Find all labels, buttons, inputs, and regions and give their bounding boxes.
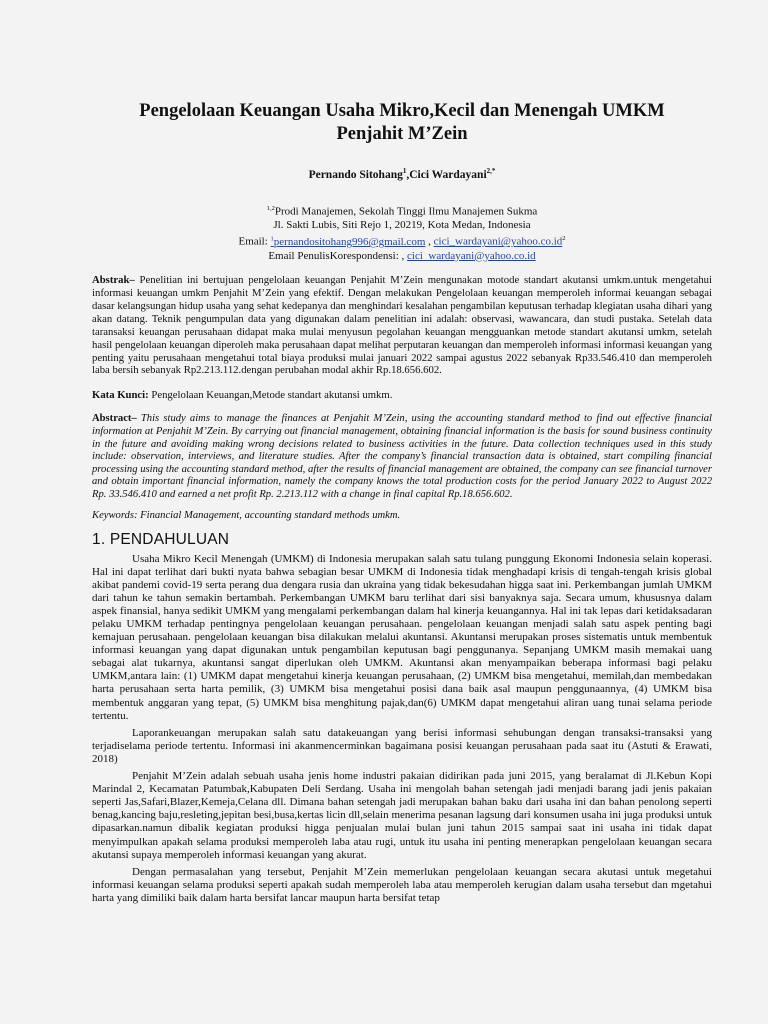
email-label: Email: xyxy=(238,236,271,249)
body-paragraph: Dengan permasalahan yang tersebut, Penjahit M’Zein memerlukan pengelolaan keuangan secara akutasi untuk megetahui informasi keuangan selama produksi seperti apakah sudah memperoleh laba atau memperoleh kerugian dalam usaha tersebut dan mgetahui harta yang dimiliki baik dalam harta bersifat lancar maupun harta bersifat tetap xyxy=(92,865,712,904)
corresponding-label: Email PenulisKorespondensi: , xyxy=(268,249,408,262)
affiliation-emails xyxy=(92,232,712,249)
author-list xyxy=(92,167,712,181)
keywords-indonesian xyxy=(92,389,712,402)
affiliation-line-1 xyxy=(92,202,712,219)
email-separator: , xyxy=(425,236,434,249)
keywords-id-text: Pengelolaan Keuangan,Metode standart akutansi umkm. xyxy=(148,389,393,402)
author-1-sup: 1 xyxy=(402,167,407,175)
keywords-english: Keywords: Financial Management, accounting standard methods umkm. xyxy=(92,509,401,521)
section-heading: 1. PENDAHULUAN xyxy=(92,530,230,548)
abstract-english xyxy=(92,413,712,501)
title-line-1: Pengelolaan Keuangan Usaha Mikro,Kecil dan Menengah UMKM xyxy=(139,101,665,121)
corresponding-email-link[interactable]: cici_wardayani@yahoo.co.id xyxy=(407,249,536,262)
author-1: Pernando Sitohang xyxy=(308,168,403,181)
corresponding-email xyxy=(92,250,712,264)
email-2-sup: 2 xyxy=(562,235,566,243)
author-2: Cici Wardayani xyxy=(409,168,487,181)
keywords-id-label: Kata Kunci: xyxy=(92,389,149,402)
affiliation-sup: 1,2 xyxy=(266,204,275,212)
abstract-indonesian xyxy=(92,274,712,377)
abstract-id-text: Penelitian ini bertujuan pengelolaan keuangan Penjahit M’Zein mengunakan motode standart akutansi umkm.untuk mengetahui informasi keuangan umkm Penjahit M’Zein yang efektif. Dengan melakukan Pengelolaan keuangan memperoleh informai keuangan sebagai dasar kelangsungan hidup usaha yang sehat kedepanya dan menghindari kesalahan pengambilan keputusan terhadap klegiatan usaha dihari yang akan datang. Teknik pengumpulan data yang digunakan dalam penelitian ini adalah: observasi, wawancara, dan studi pustaka. Setelah data taransaksi keuangan perusahaan didapat maka mulai menyusun pegolahan keuangan mengguankan metode standart akutansi umkm, setelah hasil pengelolaan keuangan diperoleh maka perusahaan dapat melihat perputaran keuangan dan memperoleh informasi informasi keuangan yang penting yaitu perusahaan mengetahui total biaya produksi mulai januari 2022 sampai agustus 2022 sebanyak Rp33.546.410 dan memperoleh laba bersih sebanyak Rp2.213.112.dengan perubahan modal akhir Rp.18.656.602. xyxy=(92,274,712,377)
abstract-id-label: Abstrak– xyxy=(92,274,135,287)
paper-title xyxy=(92,100,712,146)
affiliation-institution: Prodi Manajemen, Sekolah Tinggi Ilmu Manajemen Sukma xyxy=(274,205,538,218)
abstract-en-text: This study aims to manage the finances at Penjahit M’Zein, using the accounting standard method to find out effective financial information at Penjahit M’Zein. By carrying out financial management, obtaining financial information is the basis for sound business continuity in the future and avoiding making wrong decisions related to business activities in the future. Data collection techniques used in this study include: observation, interviews, and literature studies. After the company’s financial transaction data is obtained, start compiling financial processing using the accounting standard method, after the results of financial management are obtained, the company can see financial turnover and obtain important financial information, namely the company knows the total production costs for the period January 2022 to August 2022 Rp. 33.546.410 and earned a net profit Rp. 2.213.112 with a change in final capital Rp.18.656.602. xyxy=(92,413,712,500)
author-2-sup: 2,* xyxy=(486,167,496,175)
affiliation-address: Jl. Sakti Lubis, Siti Rejo 1, 20219, Kota Medan, Indonesia xyxy=(273,218,531,231)
email-link-2[interactable]: cici_wardayani@yahoo.co.id xyxy=(433,236,563,249)
abstract-en-label: Abstract– xyxy=(92,413,137,425)
author-separator: , xyxy=(406,168,410,181)
affiliation-block xyxy=(92,202,712,263)
body-paragraph: Usaha Mikro Kecil Menengah (UMKM) di Indonesia merupakan salah satu tulang punggung Ekonomi Indonesia selain koperasi. Hal ini dapat terlihat dari bukti nyata bahwa sebagian besar UMKM di Indonesia tidak menghadapi krisis di tengah-tengah krisis global akibat pandemi covid-19 serta perang dua dengara rusia dan ukraina yang tidak bekesudahan higga saat ini. Perkembangan jumlah UMKM dari tahun ke tahun semakin bertambah. Perkembangan UMKM baru terlihat dari sisi banyaknya saja. Secara umum, khususnya dalam aspek finansial, hanya sedikit UMKM yang mengalami perkembangan dalam hal kinerja keuangannya. Hal ini tak lepas dari ketidaksadaran pelaku UMKM terhadap pentingnya pengelolaan keuangan perusahaan. pengelolaan keuangan menjadi salah satu aspek penting bagi kemajuan perusahaan. pengelolaan keuangan bisa dilakukan melalui akuntansi. Akuntansi merupakan proses sistematis untuk membentuk informasi keuangan yang dapat digunakan untuk pengambilan keputusan bagi penggunanya. Sepanjang UMKM masih memakai uang sebagai alat tukarnya, akuntansi sangat diperlukan oleh UMKM. Akuntansi akan menyampaikan beberapa informasi bagi pelaku UMKM,antara lain: (1) UMKM dapat mengetahui kinerja keuangan perusahaan, (2) UMKM bisa mengetahui, memilah,dan membedakan harta perusahaan serta harta pemilik, (3) UMKM bisa mengetahui posisi dana baik asal maupun penggunaannya, (4) UMKM bisa membentuk anggaran yang tepat, (5) UMKM bisa menghitung pajak,dan(6) UMKM dapat mengetahui aliran uang tunai selama periode tertentu. xyxy=(92,552,712,722)
body-paragraph: Laporankeuangan merupakan salah satu datakeuangan yang berisi informasi sehubungan dengan transaksi-transaksi yang terjadiselama periode tertentu. Informasi ini akanmencerminkan bagaimana posisi keuangan perusahaan pada saat itu (Astuti & Erawati, 2018) xyxy=(92,726,712,765)
section-body xyxy=(92,553,712,905)
email-1-sup: 1 xyxy=(270,235,274,243)
email-link-1[interactable] xyxy=(271,236,426,248)
body-paragraph: Penjahit M’Zein adalah sebuah usaha jenis home industri pakaian didirikan pada juni 2015, yang beralamat di Jl.Kebun Kopi Marindal 2, Kecamatan Patumbak,Kabupaten Deli Serdang. Usaha ini mengolah bahan setengah jadi menjadi barang jadi jenis pakaian seperti Jas,Safari,Blazer,Kemeja,Celana dll. Dimana bahan setengah jadi merupakan bahan baku dari usaha ini dan bahan penolong seperti benag,kancing baju,resleting,jepitan besi,busa,kertas licin dll,selain menerima pesanan lagsung dari konsumen usaha ini juga produksi untuk dipasarkan.namun dibalik kegiatan produksi higga penjualan mulai bulan juni tahun 2015 sampai saat ini usaha ini tidak dapat menyimpulkan apakah selama produksi memperoleh laba atau rugi, untuk itu usaha ini penting menerapkan pengelolaan keuangan secara akutansi supaya memperoleh informasi keuangan yang akurat. xyxy=(92,770,712,861)
title-line-2: Penjahit M’Zein xyxy=(336,124,468,144)
email-1-text: pernandositohang996@gmail.com xyxy=(273,236,426,249)
